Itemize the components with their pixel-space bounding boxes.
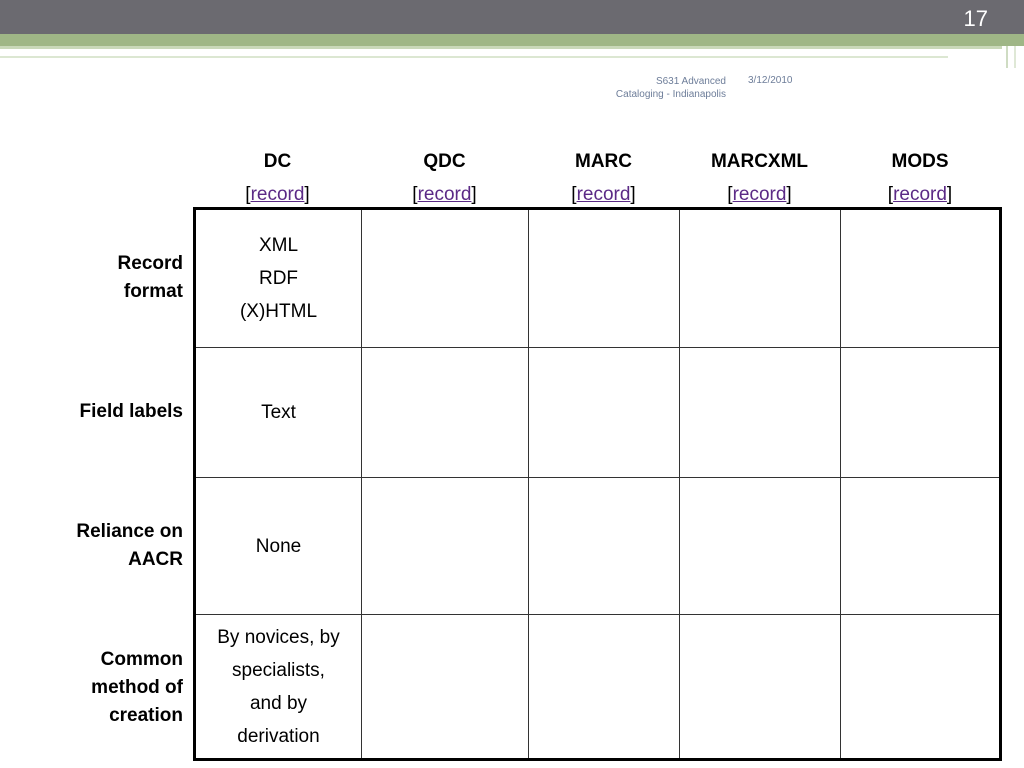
row-label-line: method of <box>91 677 183 698</box>
column-header-mods: MODS [record] <box>840 145 1000 211</box>
column-header-marcxml: MARCXML [record] <box>679 145 840 211</box>
accent-tick <box>1014 46 1016 68</box>
title-bar <box>0 0 1024 34</box>
table-cell <box>362 348 529 478</box>
footer-course <box>601 75 726 101</box>
table-cell <box>362 478 529 615</box>
column-name: DC <box>263 151 292 172</box>
accent-band <box>0 34 1024 46</box>
table-cell-dc: Text <box>195 348 362 478</box>
row-label-line: Field labels <box>79 401 183 422</box>
table-cell <box>680 478 841 615</box>
cell-line: (X)HTML <box>239 301 318 322</box>
footer-course-line2: Cataloging - Indianapolis <box>615 89 726 100</box>
row-label-line: Common <box>100 649 183 670</box>
row-label-field-labels <box>20 398 183 426</box>
table-cell-dc <box>195 209 362 348</box>
table-cell <box>841 478 1001 615</box>
accent-band-thin <box>0 46 1002 49</box>
table-cell <box>362 615 529 760</box>
cell-line: By novices, by <box>217 626 340 648</box>
table-cell <box>529 615 680 760</box>
record-link-dc[interactable]: record <box>250 184 305 205</box>
row-label-line: Reliance on <box>76 521 183 542</box>
table-cell <box>841 348 1001 478</box>
record-link-marc[interactable]: record <box>576 184 631 205</box>
row-label-record-format <box>20 250 183 306</box>
table-cell <box>362 209 529 348</box>
cell-line: and by <box>249 692 308 714</box>
column-name: MODS <box>891 151 949 172</box>
table-row <box>195 348 1001 478</box>
table-cell <box>529 209 680 348</box>
table-cell-dc: None <box>195 478 362 615</box>
table-cell <box>680 615 841 760</box>
row-label-common-method <box>20 646 183 730</box>
column-name: MARC <box>575 151 632 172</box>
table-cell-dc <box>195 615 362 760</box>
table-cell <box>680 348 841 478</box>
slide-number: 17 <box>963 6 988 31</box>
table-row <box>195 478 1001 615</box>
table-cell <box>529 478 680 615</box>
comparison-table <box>193 207 1002 761</box>
row-label-line: creation <box>109 705 183 726</box>
record-link-marcxml[interactable]: record <box>732 184 787 205</box>
column-name: MARCXML <box>710 151 809 172</box>
table-cell <box>680 209 841 348</box>
row-label-line: Record <box>117 253 183 274</box>
table-cell <box>529 348 680 478</box>
column-name: QDC <box>423 151 466 172</box>
footer-course-line1: S631 Advanced <box>655 76 726 87</box>
cell-line: derivation <box>237 725 320 747</box>
cell-line: XML <box>258 235 299 256</box>
column-header-marc: MARC [record] <box>528 145 679 211</box>
column-header-dc: DC [record] <box>194 145 361 211</box>
record-link-mods[interactable]: record <box>893 184 947 205</box>
row-label-reliance-on-aacr <box>20 518 183 574</box>
cell-line: specialists, <box>232 659 325 681</box>
accent-band-light <box>0 56 948 58</box>
cell-line: RDF <box>258 268 299 289</box>
row-label-line: AACR <box>128 549 183 570</box>
table-row <box>195 615 1001 760</box>
accent-tick <box>1006 46 1008 68</box>
column-header-qdc: QDC [record] <box>361 145 528 211</box>
record-link-qdc[interactable]: record <box>417 184 472 205</box>
table-row <box>195 209 1001 348</box>
footer-date: 3/12/2010 <box>748 75 793 86</box>
table-cell <box>841 615 1001 760</box>
table-cell <box>841 209 1001 348</box>
row-label-line: format <box>123 281 183 302</box>
